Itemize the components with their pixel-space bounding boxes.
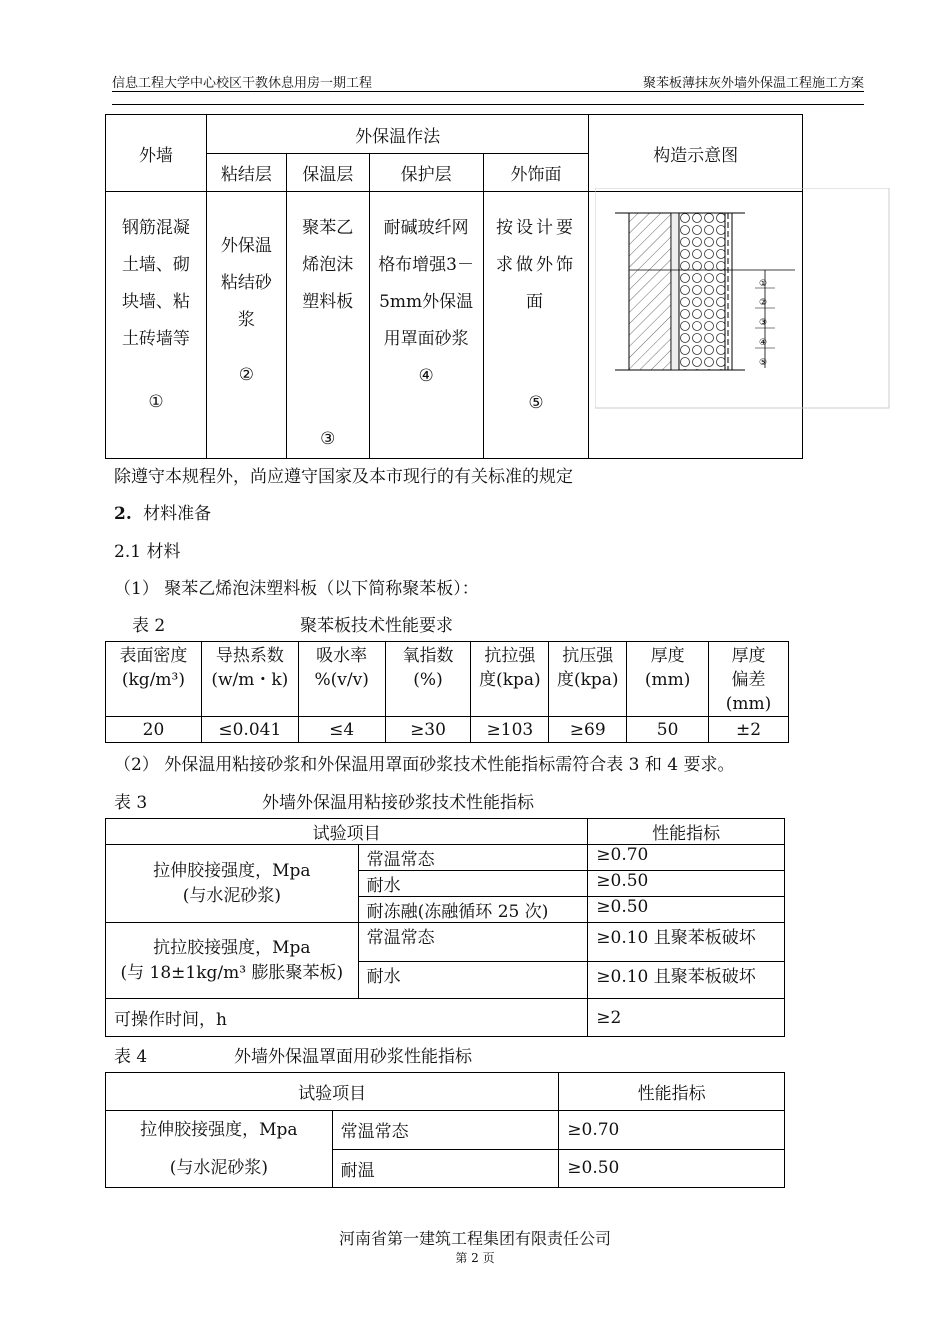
t3-g1-cond-3: 耐冻融(冻融循环 25 次) xyxy=(358,897,588,923)
layer-num-3: ③ xyxy=(320,429,336,449)
t2-head-tensile: 抗拉强 度(kpa) xyxy=(471,642,549,717)
t2-val-thickness: 50 xyxy=(627,717,709,743)
construction-table xyxy=(105,114,803,459)
t2-val-thickness-tolerance: ±2 xyxy=(709,717,789,743)
bond-layer xyxy=(671,213,679,370)
t4-cond-1: 常温常态 xyxy=(332,1111,559,1150)
diagram-label-4: ④ xyxy=(759,338,768,348)
wall-head: 外墙 xyxy=(106,115,207,192)
t3-g2-val-1: ≥0.10 且聚苯板破坏 xyxy=(588,923,785,962)
table4-caption: 外墙外保温罩面用砂浆性能指标 xyxy=(234,1047,472,1067)
t3-worktime-val: ≥2 xyxy=(588,999,785,1037)
layer-num-4: ④ xyxy=(418,366,434,386)
layer-num-5: ⑤ xyxy=(528,393,544,413)
finish-layer-text: 按设计要求做外饰面 xyxy=(495,218,576,312)
method-group-head: 外保温作法 xyxy=(206,115,589,154)
layer-num-1: ① xyxy=(148,392,164,412)
t2-val-oxygen-index: ≥30 xyxy=(385,717,471,743)
t3-g1-val-3: ≥0.50 xyxy=(588,897,785,923)
diagram-cell xyxy=(589,192,803,459)
layer-num-2: ② xyxy=(238,365,254,385)
t2-val-density: 20 xyxy=(106,717,202,743)
t3-head-spec: 性能指标 xyxy=(588,819,785,845)
diagram-label-1: ① xyxy=(759,279,768,289)
t3-g2-cond-1: 常温常态 xyxy=(358,923,588,962)
t3-group1-label: 拉伸胶接强度，Mpa (与水泥砂浆) xyxy=(106,845,359,923)
header-right: 聚苯板薄抹灰外墙外保温工程施工方案 xyxy=(642,76,864,91)
t3-group2-label: 抗拉胶接强度，Mpa (与 18±1kg/m³ 膨胀聚苯板) xyxy=(106,923,359,999)
t2-head-density: 表面密度 (kg/m³) xyxy=(106,642,202,717)
protect-layer-head: 保护层 xyxy=(369,154,483,192)
t3-g1-val-2: ≥0.50 xyxy=(588,871,785,897)
table2-caption: 聚苯板技术性能要求 xyxy=(300,616,453,636)
wall-section-diagram xyxy=(595,188,895,418)
t2-val-tensile: ≥103 xyxy=(471,717,549,743)
t2-head-conductivity: 导热系数 (w/m・k) xyxy=(201,642,298,717)
diagram-label-5: ⑤ xyxy=(759,358,768,368)
bond-layer-text: 外保温粘结砂浆 xyxy=(220,236,272,330)
protect-layer-text: 耐碱玻纤网格布增强3－5mm外保温用罩面砂浆 xyxy=(378,218,475,349)
t3-g1-cond-2: 耐水 xyxy=(358,871,588,897)
table2-caption-number: 表 2 xyxy=(132,616,166,636)
render-mortar-table xyxy=(105,1072,785,1188)
t4-head-item: 试验项目 xyxy=(106,1073,559,1111)
table3-caption: 外墙外保温用粘接砂浆技术性能指标 xyxy=(262,793,534,813)
wall-layer xyxy=(629,213,671,370)
t2-head-oxygen-index: 氧指数 (%) xyxy=(385,642,471,717)
t3-g2-val-2: ≥0.10 且聚苯板破坏 xyxy=(588,962,785,999)
t4-val-2: ≥0.50 xyxy=(559,1149,785,1188)
t2-val-conductivity: ≤0.041 xyxy=(201,717,298,743)
table3-caption-number: 表 3 xyxy=(114,793,148,813)
section-2-number: 2. xyxy=(114,504,132,524)
t3-g1-val-1: ≥0.70 xyxy=(588,845,785,871)
item-1: （1） 聚苯乙烯泡沫塑料板（以下简称聚苯板）： xyxy=(114,579,479,599)
bond-layer-head: 粘结层 xyxy=(206,154,286,192)
footer-company: 河南省第一建筑工程集团有限责任公司 xyxy=(338,1229,611,1248)
insulation-layer-text: 聚苯乙烯泡沫塑料板 xyxy=(302,218,354,312)
insulation-layer xyxy=(679,213,725,370)
item-2: （2） 外保温用粘接砂浆和外保温用罩面砂浆技术性能指标需符合表 3 和 4 要求。 xyxy=(114,755,735,775)
t3-g1-cond-1: 常温常态 xyxy=(358,845,588,871)
t4-label: 拉伸胶接强度，Mpa (与水泥砂浆) xyxy=(106,1111,333,1188)
header-left: 信息工程大学中心校区干教休息用房一期工程 xyxy=(112,76,373,91)
t3-g2-cond-2: 耐水 xyxy=(358,962,588,999)
diagram-label-2: ② xyxy=(759,298,768,308)
diagram-label-3: ③ xyxy=(759,318,768,328)
table4-caption-number: 表 4 xyxy=(114,1047,148,1067)
t2-head-compressive: 抗压强 度(kpa) xyxy=(549,642,627,717)
t2-head-thickness-tolerance: 厚度 偏差 (mm) xyxy=(709,642,789,717)
section-2-heading xyxy=(114,499,211,524)
t2-head-thickness: 厚度 (mm) xyxy=(627,642,709,717)
t3-worktime-label: 可操作时间，h xyxy=(106,999,588,1037)
header-rule-thin xyxy=(112,104,864,105)
t2-val-compressive: ≥69 xyxy=(549,717,627,743)
t3-head-item: 试验项目 xyxy=(106,819,588,845)
t2-head-absorption: 吸水率 %(v/v) xyxy=(298,642,385,717)
section-2-title: 材料准备 xyxy=(143,504,212,524)
bond-mortar-table xyxy=(105,818,785,1037)
t4-cond-2: 耐温 xyxy=(332,1149,559,1188)
finish-layer-head: 外饰面 xyxy=(483,154,589,192)
t4-val-1: ≥0.70 xyxy=(559,1111,785,1150)
t4-head-spec: 性能指标 xyxy=(559,1073,785,1111)
section-2-1-heading: 2.1 材料 xyxy=(114,542,181,562)
t2-val-absorption: ≤4 xyxy=(298,717,385,743)
wall-type-text: 钢筋混凝土墙、砌块墙、粘土砖墙等 xyxy=(121,218,190,349)
insulation-layer-head: 保温层 xyxy=(286,154,369,192)
eps-properties-table xyxy=(105,641,789,743)
header-rule xyxy=(112,91,864,92)
footer-page-number: 第 2 页 xyxy=(455,1251,495,1265)
diagram-head: 构造示意图 xyxy=(589,115,803,192)
paragraph-standards: 除遵守本规程外，尚应遵守国家及本市现行的有关标准的规定 xyxy=(114,467,573,487)
